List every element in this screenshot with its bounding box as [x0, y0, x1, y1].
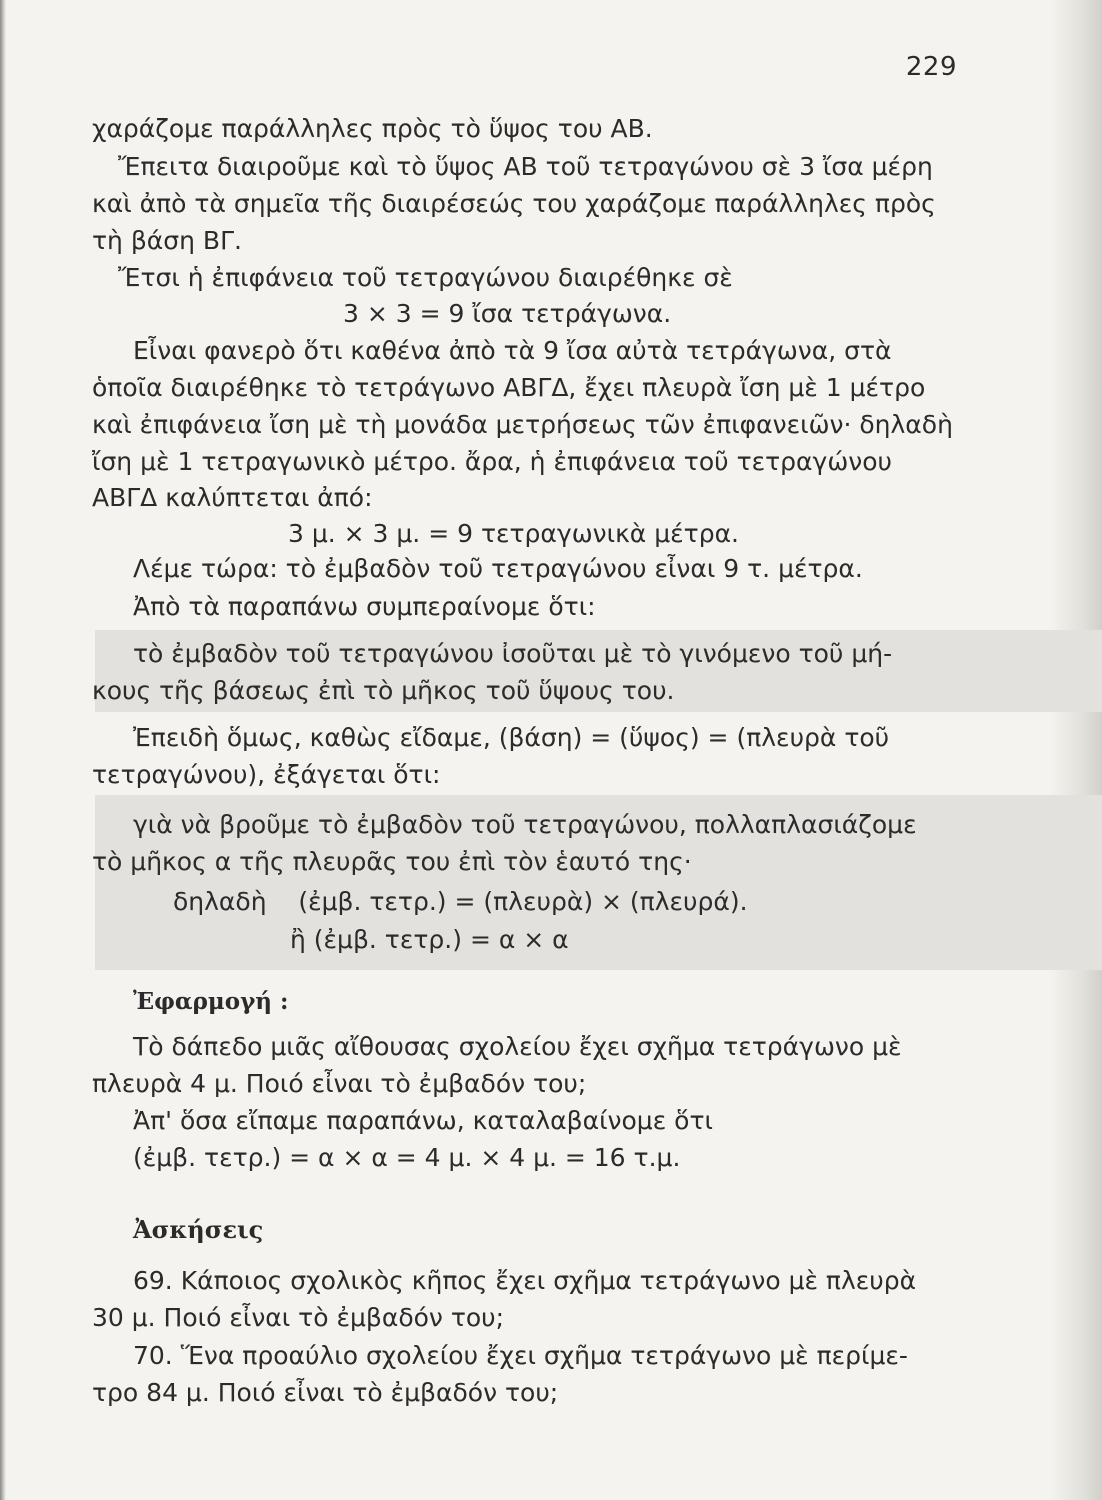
text-line: Ἐπειδὴ ὅμως, καθὼς εἴδαμε, (βάση) = (ὕψος) = (πλευρὰ τοῦ [133, 723, 890, 752]
section-heading-exercises: Ἀσκήσεις [133, 1215, 264, 1244]
exercise-line: τρο 84 μ. Ποιό εἶναι τὸ ἐμβαδόν του; [92, 1378, 559, 1407]
formula-line: ἢ (ἐμβ. τετρ.) = α × α [290, 925, 569, 954]
equation-line: (ἐμβ. τετρ.) = α × α = 4 μ. × 4 μ. = 16 τ.μ. [133, 1143, 681, 1172]
equation-line: 3 μ. × 3 μ. = 9 τετραγωνικὰ μέτρα. [288, 519, 739, 548]
text-line: καὶ ἀπὸ τὰ σημεῖα τῆς διαιρέσεώς του χαράζομε παράλληλες πρὸς [92, 189, 936, 218]
rule-line: κους τῆς βάσεως ἐπὶ τὸ μῆκος τοῦ ὕψους του. [92, 676, 675, 705]
text-line: τὴ βάση ΒΓ. [92, 226, 242, 255]
exercise-line: 30 μ. Ποιό εἶναι τὸ ἐμβαδόν του; [92, 1303, 505, 1332]
text-line: καὶ ἐπιφάνεια ἴση μὲ τὴ μονάδα μετρήσεως τῶν ἐπιφανειῶν· δηλαδὴ [92, 410, 953, 439]
text-line: χαράζομε παράλληλες πρὸς τὸ ὕψος του ΑΒ. [92, 114, 653, 143]
text-line: Εἶναι φανερὸ ὅτι καθένα ἀπὸ τὰ 9 ἴσα αὐτὰ τετράγωνα, στὰ [133, 336, 892, 365]
page-number: 229 [905, 52, 957, 82]
text-line: ὁποῖα διαιρέθηκε τὸ τετράγωνο ΑΒΓΔ, ἔχει πλευρὰ ἴση μὲ 1 μέτρο [92, 373, 926, 402]
text-line: Λέμε τώρα: τὸ ἐμβαδὸν τοῦ τετραγώνου εἶναι 9 τ. μέτρα. [133, 554, 863, 583]
text-line: ΑΒΓΔ καλύπτεται ἀπό: [92, 483, 373, 512]
page-right-shadow [1050, 0, 1102, 1500]
text-line: τετραγώνου), ἐξάγεται ὅτι: [92, 760, 441, 789]
text-line: Ἀπ' ὅσα εἴπαμε παραπάνω, καταλαβαίνομε ὅτι [133, 1106, 713, 1135]
equation-line: 3 × 3 = 9 ἴσα τετράγωνα. [343, 299, 672, 328]
text-line: Τὸ δάπεδο μιᾶς αἴθουσας σχολείου ἔχει σχῆμα τετράγωνο μὲ [133, 1032, 902, 1061]
section-heading-application: Ἐφαρμογή : [133, 988, 289, 1015]
page-left-edge [0, 0, 6, 1500]
text-line: Ἔπειτα διαιροῦμε καὶ τὸ ὕψος ΑΒ τοῦ τετραγώνου σὲ 3 ἴσα μέρη [118, 152, 933, 181]
exercise-line: 70. Ἕνα προαύλιο σχολείου ἔχει σχῆμα τετράγωνο μὲ περίμε- [133, 1341, 908, 1370]
text-line: Ἀπὸ τὰ παραπάνω συμπεραίνομε ὅτι: [133, 592, 596, 621]
formula-line: δηλαδὴ (ἐμβ. τετρ.) = (πλευρὰ) × (πλευρά). [173, 887, 748, 916]
rule-line: τὸ ἐμβαδὸν τοῦ τετραγώνου ἰσοῦται μὲ τὸ γινόμενο τοῦ μή- [133, 639, 893, 668]
text-line: ἴση μὲ 1 τετραγωνικὸ μέτρο. ἄρα, ἡ ἐπιφάνεια τοῦ τετραγώνου [92, 447, 892, 476]
exercise-line: 69. Κάποιος σχολικὸς κῆπος ἔχει σχῆμα τετράγωνο μὲ πλευρὰ [133, 1266, 917, 1295]
text-line: Ἔτσι ἡ ἐπιφάνεια τοῦ τετραγώνου διαιρέθηκε σὲ [118, 263, 733, 292]
rule-line: τὸ μῆκος α τῆς πλευρᾶς του ἐπὶ τὸν ἑαυτό της· [92, 847, 692, 876]
text-line: πλευρὰ 4 μ. Ποιό εἶναι τὸ ἐμβαδόν του; [92, 1069, 587, 1098]
rule-line: γιὰ νὰ βροῦμε τὸ ἐμβαδὸν τοῦ τετραγώνου, πολλαπλασιάζομε [133, 810, 917, 839]
